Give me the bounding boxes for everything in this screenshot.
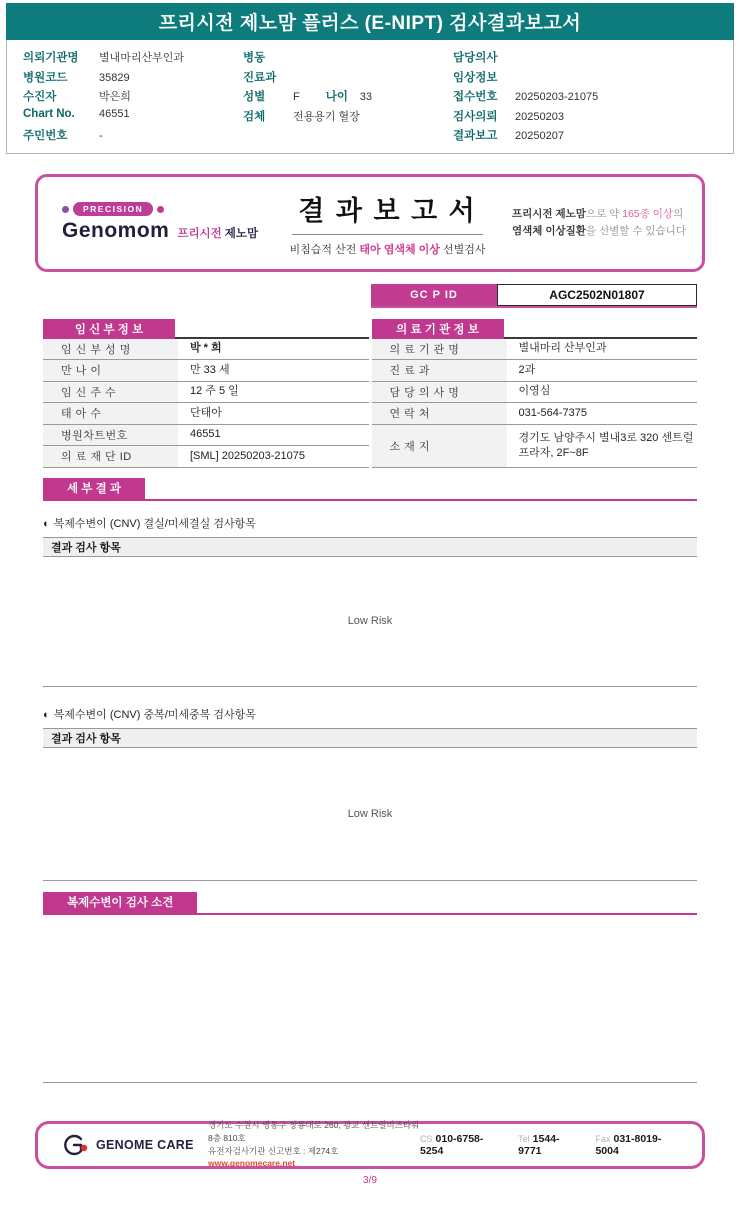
- footer-website-link[interactable]: www.genomecare.net: [208, 1158, 296, 1169]
- patient-header: [6, 40, 734, 154]
- result-text: Low Risk: [347, 615, 393, 627]
- row-value: 2과: [518, 363, 536, 376]
- findings-section-header: [43, 892, 697, 915]
- tagline-rest2: 의: [673, 208, 684, 221]
- row-label: 의 료 재 단 ID: [43, 446, 178, 467]
- clinic-info-header-row: [372, 319, 698, 339]
- footer-contacts: [420, 1133, 680, 1157]
- brand-kr-pink: 프리시전: [177, 228, 222, 240]
- field-value: F: [293, 91, 300, 103]
- tagline-rest3: 을 선별할 수 있습니다: [585, 224, 686, 237]
- row-value: 이영심: [518, 385, 551, 398]
- cnv-duplication-heading: [43, 706, 697, 721]
- row-label: 만 나 이: [43, 360, 178, 381]
- half-circle-bullet-icon: ◐: [43, 517, 50, 530]
- footer-brand: GENOME CARE: [96, 1137, 194, 1152]
- row-label: 소 재 지: [372, 425, 507, 467]
- field-value: 박은희: [99, 91, 131, 103]
- cnv-deletion-result: [43, 557, 697, 687]
- field-label: 병동: [243, 52, 266, 64]
- subtitle-suffix: 선별검사: [439, 243, 486, 256]
- footer-address-line2: 유전자검사기관 신고번호 : 제274호: [208, 1145, 339, 1156]
- tagline-rest1: 으로 약: [585, 208, 623, 221]
- report-tagline: [512, 206, 702, 239]
- row-label: 담 당 의 사 명: [372, 382, 507, 403]
- field-value: 20250203-21075: [515, 91, 599, 103]
- findings-empty-area: [43, 915, 697, 1083]
- table-row: [372, 339, 698, 361]
- patient-header-col2: [243, 49, 453, 147]
- report-subtitle: [263, 241, 512, 257]
- cnv-duplication-result: [43, 748, 697, 881]
- precision-badge: PRECISION: [73, 202, 153, 216]
- result-text: Low Risk: [347, 807, 393, 820]
- table-row: [372, 403, 698, 425]
- genome-care-logo: [60, 1132, 200, 1158]
- row-value: 단태아: [190, 406, 222, 419]
- table-row: [43, 446, 369, 468]
- table-row: [43, 403, 369, 425]
- row-label: 의 료 기 관 명: [372, 339, 507, 360]
- page-title: 프리시전 제노맘 플러스 (E-NIPT) 검사결과보고서: [158, 13, 582, 34]
- patient-header-col1: [23, 49, 243, 147]
- footer-address-line1: 경기도 수원시 영통구 창룡대로 260, 광교 센트럴비즈타워 8층 810호: [208, 1120, 420, 1143]
- field-value: 33: [359, 91, 372, 103]
- brand-kr-dark: 제노맘: [224, 228, 259, 240]
- field-label: 병원코드: [23, 71, 68, 84]
- page-number: 3/9: [363, 1174, 377, 1186]
- field-value: -: [99, 130, 103, 142]
- field-label: 접수번호: [453, 91, 498, 103]
- gcpid-value: AGC2502N01807: [497, 284, 697, 306]
- fax-label: Fax: [595, 1133, 611, 1144]
- brand-name: Genomom: [62, 219, 170, 242]
- row-label: 태 아 수: [43, 403, 178, 424]
- findings-title: 복제수변이 검사 소견: [43, 892, 197, 913]
- field-value: 20250203: [515, 110, 564, 123]
- field-label: 임상정보: [453, 71, 498, 84]
- row-value: 경기도 남양주시 별내3로 320 센트럴 프라자, 2F~8F: [518, 431, 694, 459]
- table-row: [43, 360, 369, 382]
- mother-info-header: 임 신 부 정 보: [43, 319, 175, 339]
- row-value: 031-564-7375: [518, 406, 588, 419]
- field-label: 검사의뢰: [453, 110, 498, 123]
- row-label: 병원차트번호: [43, 425, 178, 446]
- field-label: 진료과: [243, 71, 277, 84]
- field-label: 나이: [325, 91, 348, 103]
- tagline-highlight: 165종 이상: [622, 208, 674, 221]
- subtitle-highlight: 태아 염색체 이상: [359, 243, 440, 256]
- cnv-duplication-title: 복제수변이 (CNV) 중복/미세중복 검사항목: [53, 708, 256, 721]
- detail-results-title: 세 부 결 과: [43, 478, 145, 499]
- badge-dot-left-icon: [62, 206, 69, 213]
- genomom-logo: [38, 202, 263, 243]
- field-value: 20250207: [515, 130, 564, 142]
- field-label: 성별: [243, 91, 266, 103]
- row-label: 연 락 처: [372, 403, 507, 424]
- report-title-bar: [6, 3, 734, 40]
- table-row: [372, 360, 698, 382]
- row-value: 별내마리 산부인과: [518, 342, 607, 355]
- fax-number: 031-8019-5004: [595, 1132, 662, 1157]
- cnv-deletion-title: 복제수변이 (CNV) 결실/미세결실 검사항목: [53, 517, 256, 530]
- gcpid-row: [371, 284, 697, 308]
- field-value: 전용용기 혈장: [293, 110, 360, 123]
- table-row: [43, 425, 369, 447]
- tagline-bold2: 염색체 이상질환: [512, 224, 586, 237]
- field-label: 결과보고: [453, 130, 498, 142]
- table-row: [372, 425, 698, 468]
- report-main-title: 결 과 보 고 서: [292, 189, 482, 235]
- field-label: 수진자: [23, 91, 57, 103]
- tagline-bold1: 프리시전 제노맘: [512, 208, 586, 221]
- field-label: 담당의사: [453, 52, 498, 64]
- row-value: 12 주 5 일: [190, 385, 239, 398]
- field-value: 46551: [99, 107, 130, 120]
- report-title-block: [263, 189, 512, 257]
- row-value: [SML] 20250203-21075: [190, 449, 305, 462]
- mother-info-table: [43, 319, 369, 468]
- field-label: 주민번호: [23, 130, 68, 142]
- half-circle-bullet-icon: ◐: [43, 708, 50, 721]
- report-header-box: [35, 174, 705, 272]
- cs-label: CS: [420, 1133, 433, 1144]
- field-value: 35829: [99, 71, 130, 84]
- row-label: 임 신 부 성 명: [43, 339, 178, 360]
- subtitle-prefix: 비침습적 산전: [289, 243, 360, 256]
- table-row: [43, 339, 369, 361]
- footer-address: [200, 1119, 420, 1170]
- cnv-deletion-columns-header: 결과 검사 항목: [43, 537, 697, 557]
- clinic-info-header: 의 료 기 관 정 보: [372, 319, 504, 339]
- info-tables: [43, 319, 697, 468]
- cnv-deletion-heading: [43, 515, 697, 530]
- footer: [35, 1121, 705, 1169]
- gcpid-label: GC P ID: [371, 284, 497, 306]
- row-value: 46551: [190, 428, 221, 441]
- detail-results-section-header: [43, 478, 697, 501]
- field-value: 별내마리산부인과: [99, 52, 185, 64]
- cnv-duplication-columns-header: 결과 검사 항목: [43, 728, 697, 748]
- tel-number: 1544-9771: [518, 1132, 560, 1157]
- mother-info-header-row: [43, 319, 369, 339]
- row-label: 진 료 과: [372, 360, 507, 381]
- table-row: [43, 382, 369, 404]
- table-row: [372, 382, 698, 404]
- field-label: Chart No.: [23, 107, 75, 120]
- patient-header-col3: [453, 49, 717, 147]
- cs-number: 010-6758-5254: [420, 1132, 484, 1157]
- field-label: 검체: [243, 110, 266, 123]
- row-label: 임 신 주 수: [43, 382, 178, 403]
- clinic-info-table: [372, 319, 698, 468]
- row-value: 박 * 희: [190, 342, 222, 355]
- badge-dot-right-icon: [157, 206, 164, 213]
- tel-label: Tel: [518, 1133, 530, 1144]
- row-value: 만 33 세: [190, 363, 230, 376]
- field-label: 의뢰기관명: [23, 52, 79, 64]
- genome-care-logo-icon: [60, 1132, 90, 1158]
